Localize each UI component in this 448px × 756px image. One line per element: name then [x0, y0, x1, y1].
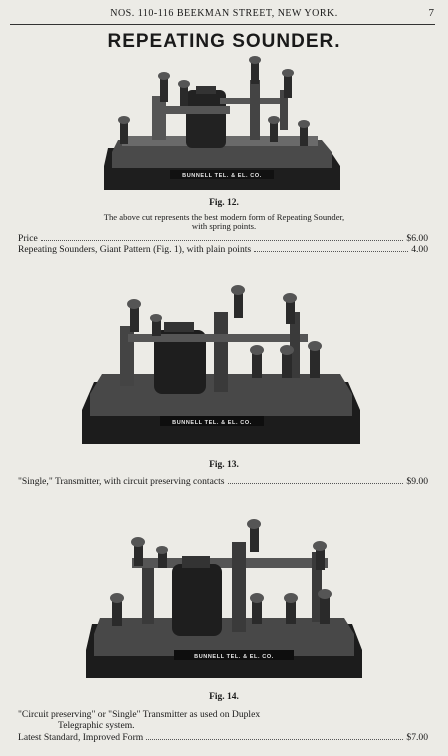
dot-leader — [41, 232, 404, 241]
fig14-base — [86, 618, 362, 678]
page-title: REPEATING SOUNDER. — [107, 31, 341, 52]
dot-leader — [228, 475, 404, 484]
price-row-amount: $9.00 — [406, 476, 428, 487]
dot-leader — [254, 243, 408, 252]
dot-leader — [146, 731, 403, 740]
fig14-duplex-transmitter-illustration — [82, 516, 367, 684]
fig14-description-line1: "Circuit preserving" or "Single" Transmitter as used on Duplex — [18, 709, 261, 720]
fig12-repeating-sounder-illustration — [100, 56, 345, 196]
fig14-plate-label: BUNNELL TEL. & EL. CO. — [194, 654, 274, 660]
fig14-caption: Fig. 14. — [209, 692, 239, 702]
price-row-item: "Single," Transmitter, with circuit preserving contacts — [18, 476, 225, 487]
page-number: 7 — [428, 7, 434, 19]
fig12-plate-label: BUNNELL TEL. & EL. CO. — [182, 173, 262, 179]
price-row-single-transmitter — [18, 475, 428, 487]
price-row-amount: $7.00 — [406, 732, 428, 743]
price-row-item: Repeating Sounders, Giant Pattern (Fig. 1), with plain points — [18, 244, 252, 255]
price-row-item: Price — [18, 233, 38, 244]
price-row-giant-pattern — [18, 243, 428, 255]
price-row-amount: 4.00 — [411, 244, 428, 255]
price-row-latest-standard — [18, 731, 428, 743]
price-row-item: Latest Standard, Improved Form — [18, 732, 144, 743]
fig14-description-line2: Telegraphic system. — [58, 720, 135, 731]
fig13-caption: Fig. 13. — [209, 460, 239, 470]
header-rule — [10, 24, 435, 25]
price-row-amount: $6.00 — [406, 233, 428, 244]
fig12-description-line1: The above cut represents the best modern form of Repeating Sounder, — [103, 212, 345, 222]
fig13-plate-label: BUNNELL TEL. & EL. CO. — [172, 420, 252, 426]
fig12-description-line2: with spring points. — [191, 221, 257, 231]
fig12-caption: Fig. 12. — [209, 198, 239, 208]
page-header-address: NOS. 110-116 BEEKMAN STREET, NEW YORK. — [110, 8, 338, 19]
fig13-transmitter-illustration — [80, 282, 365, 452]
